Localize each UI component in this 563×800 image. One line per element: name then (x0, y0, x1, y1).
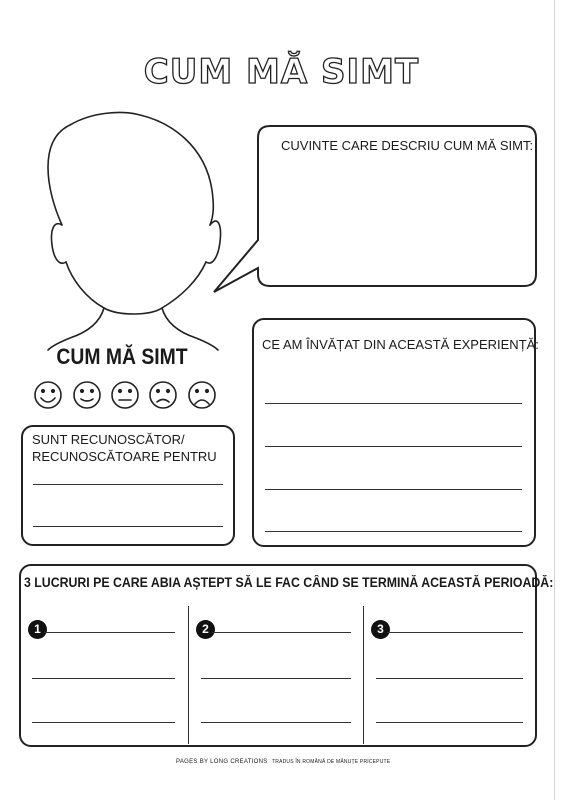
learned-line-4[interactable] (265, 531, 522, 532)
speech-box-label: CUVINTE CARE DESCRIU CUM MĂ SIMT: (281, 138, 534, 153)
item-1-line-1[interactable] (44, 632, 175, 633)
number-badge-2: 2 (196, 620, 215, 639)
grateful-label-line1: SUNT RECUNOSCĂTOR/ (32, 432, 185, 447)
grateful-line-2[interactable] (33, 526, 223, 527)
three-things-box (19, 564, 537, 747)
learned-box-label: CE AM ÎNVĂȚAT DIN ACEASTĂ EXPERIENȚĂ: (262, 337, 539, 352)
column-divider-2 (363, 606, 364, 744)
item-1-line-2[interactable] (32, 678, 175, 679)
learned-line-1[interactable] (265, 403, 522, 404)
happy-face-icon (74, 382, 100, 408)
grateful-line-1[interactable] (33, 484, 223, 485)
footer-credit: PAGES BY LONG CREATIONS (176, 759, 268, 765)
column-divider-1 (188, 606, 189, 744)
item-3-line-2[interactable] (376, 678, 523, 679)
footer-translation: TRADUS ÎN ROMÂNĂ DE MÂNUȚE PRICEPUTE (272, 759, 391, 765)
learned-line-3[interactable] (265, 489, 522, 490)
item-2-line-1[interactable] (212, 632, 351, 633)
very-happy-face-icon (35, 382, 61, 408)
three-things-title: 3 LUCRURI PE CARE ABIA AȘTEPT SĂ LE FAC CÂND SE TERMINĂ ACEASTĂ PERIOADĂ: (24, 575, 554, 590)
number-badge-1: 1 (28, 620, 47, 639)
grateful-label-line2: RECUNOSCĂTOARE PENTRU (32, 449, 217, 464)
item-1-line-3[interactable] (32, 722, 175, 723)
learned-line-2[interactable] (265, 446, 522, 447)
item-3-line-1[interactable] (387, 632, 523, 633)
head-outline-icon (48, 112, 221, 350)
very-sad-face-icon (189, 382, 215, 408)
number-badge-3: 3 (371, 620, 390, 639)
item-3-line-3[interactable] (376, 722, 523, 723)
item-2-line-3[interactable] (201, 722, 351, 723)
page-title: CUM MĂ SIMT (143, 52, 420, 92)
item-2-line-2[interactable] (201, 678, 351, 679)
face-caption: CUM MĂ SIMT (56, 344, 188, 369)
sad-face-icon (150, 382, 176, 408)
neutral-face-icon (112, 382, 138, 408)
